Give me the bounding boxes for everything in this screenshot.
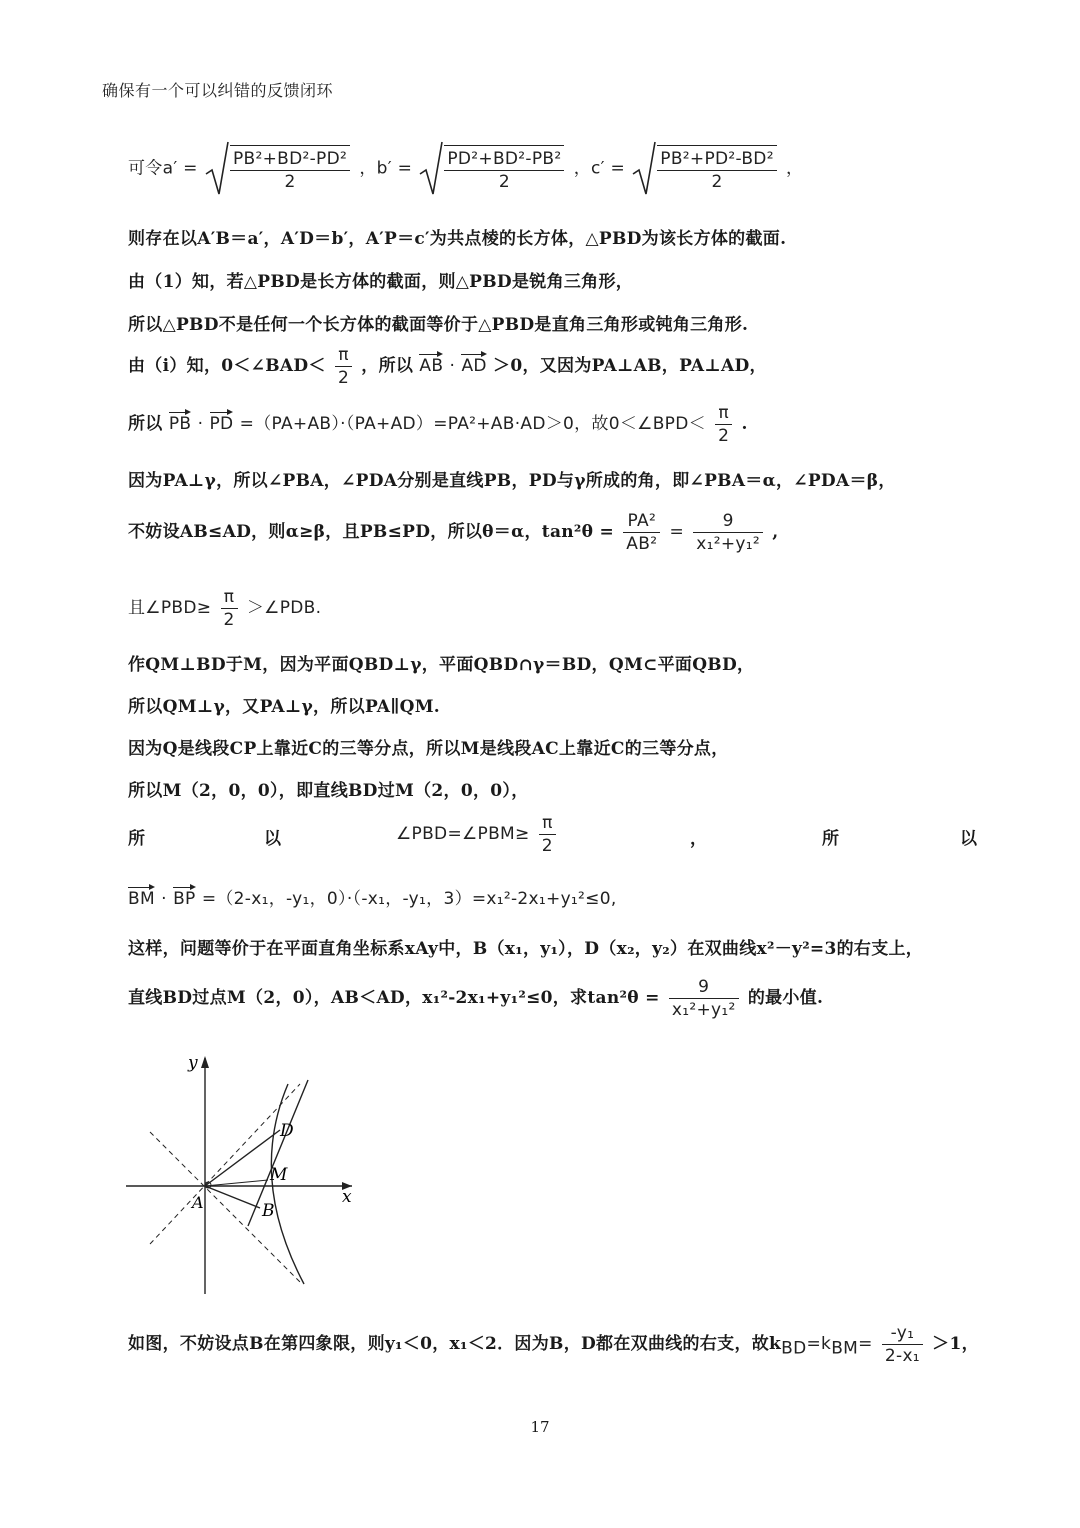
line-16: 这样，问题等价于在平面直角坐标系xAy中，B（x₁，y₁），D（x₂，y₂）在双曲线x²－y²=3的右支上，	[128, 939, 924, 959]
line-3: 由（1）知，若△PBD是长方体的截面，则△PBD是锐角三角形，	[128, 272, 634, 292]
sqrt-b: $\frac{\text{PD²+BD²-PB²}}{2}$	[418, 140, 567, 198]
radical-icon	[418, 140, 444, 198]
label-x: x	[342, 1187, 352, 1207]
segment-ad	[205, 1130, 280, 1186]
page-number: 17	[530, 1418, 550, 1436]
frac-9-over-xy: $\frac{9}{\text{x₁²+y₁²}}$	[669, 976, 739, 1021]
label-d: D	[280, 1121, 294, 1141]
line-7: 因为PA⊥γ，所以∠PBA，∠PDA分别是直线PB，PD与γ所成的角，即∠PBA＝α，∠PDA＝β，	[128, 471, 896, 491]
label-y: y	[188, 1053, 198, 1073]
line-6: 所以 PB · PD =（PA+AB）·（PA+AD）=PA²+AB·AD＞0，故0＜∠BPD＜ $\frac{\pi}{2}$ .	[128, 403, 748, 446]
frac-pa-ab: $\frac{\text{PA²}}{\text{AB²}}$	[623, 510, 660, 555]
l1-prefix: 可令a′ =	[128, 158, 198, 179]
line-2: 则存在以A′B＝a′，A′D＝b′，A′P＝c′为共点棱的长方体，△PBD为该长方体的截面.	[128, 229, 787, 249]
line-13: 所以M（2，0，0），即直线BD过M（2，0，0），	[128, 781, 529, 801]
frac-pi-2: $\frac{\pi}{2}$	[715, 402, 732, 447]
vector-ab: AB	[419, 356, 444, 376]
vector-bp: BP	[173, 889, 196, 909]
y-axis-arrow-icon	[201, 1056, 209, 1068]
line-9: 且∠PBD≥ $\frac{\pi}{2}$ ＞∠PDB.	[128, 587, 322, 630]
line-10: 作QM⊥BD于M，因为平面QBD⊥γ，平面QBD∩γ＝BD，QM⊂平面QBD，	[128, 655, 755, 675]
sqrt-c: $\frac{\text{PB²+PD²-BD²}}{2}$	[631, 140, 780, 198]
line-4: 所以△PBD不是任何一个长方体的截面等价于△PBD是直角三角形或钝角三角形.	[128, 315, 749, 335]
frac-pi-2: $\frac{\pi}{2}$	[335, 344, 352, 389]
vector-pd: PD	[209, 414, 234, 434]
running-header: 确保有一个可以纠错的反馈闭环	[102, 81, 334, 100]
line-8: 不妨设AB≤AD，则α≥β，且PB≤PD，所以θ＝α，tan²θ = $\frac{\text{PA²}}{\text{AB²}}$ = $\frac{9}{\text{x₁²+y₁²}}$ ,	[128, 511, 779, 554]
radical-icon	[204, 140, 230, 198]
line-18: 如图，不妨设点B在第四象限，则y₁＜0，x₁＜2．因为B，D都在双曲线的右支，故$k_{BD}=k_{BM}=$ $\frac{\text{-y₁}}{\text{2-x₁}}$ ＞1，	[128, 1323, 979, 1366]
segment-am	[205, 1180, 268, 1186]
line-12: 因为Q是线段CP上靠近C的三等分点，所以M是线段AC上靠近C的三等分点，	[128, 739, 729, 759]
segment-ab	[205, 1186, 260, 1208]
label-m: M	[270, 1165, 288, 1185]
line-17: 直线BD过点M（2，0），AB＜AD，x₁²-2x₁+y₁²≤0，求tan²θ = $\frac{9}{\text{x₁²+y₁²}}$ 的最小值.	[128, 977, 824, 1020]
frac-slope: $\frac{\text{-y₁}}{\text{2-x₁}}$	[882, 1322, 923, 1367]
frac-pi-2: $\frac{\pi}{2}$	[221, 586, 238, 631]
label-a: A	[192, 1193, 204, 1212]
radical-icon	[631, 140, 657, 198]
frac-pi-2: $\frac{\pi}{2}$	[539, 812, 556, 857]
line-11: 所以QM⊥γ，又PA⊥γ，所以PA∥QM.	[128, 697, 441, 717]
label-b: B	[262, 1201, 275, 1221]
vector-pb: PB	[168, 414, 192, 434]
vector-ad: AD	[461, 356, 487, 376]
line-bd	[248, 1080, 308, 1226]
hyperbola-diagram	[120, 1048, 360, 1298]
line-5: 由（i）知，0＜∠BAD＜ $\frac{\pi}{2}$ ，所以 AB · AD ＞0，又因为PA⊥AB，PA⊥AD，	[128, 345, 767, 388]
asymptote-line	[150, 1084, 300, 1244]
l1-b-label: ，b′ =	[359, 158, 413, 179]
l1-c-label: ，c′ =	[573, 158, 626, 179]
line-1: 可令a′ = $\frac{\text{PB²+BD²-PD²}}{2}$ ，b′ = $\frac{\text{PD²+BD²-PB²}}{2}$ ，c′ = $\frac{\text{PB²+PD²-BD²}}{2}$ ，	[128, 140, 803, 198]
sqrt-a: $\frac{\text{PB²+BD²-PD²}}{2}$	[204, 140, 353, 198]
vector-bm: BM	[128, 889, 155, 909]
frac-9-over-xy: $\frac{9}{\text{x₁²+y₁²}}$	[693, 510, 763, 555]
hyperbola-figure	[120, 1048, 360, 1302]
line-15: BM · BP =（2-x₁，-y₁，0）·（-x₁，-y₁，3）=x₁²-2x₁+y₁²≤0,	[128, 889, 617, 909]
